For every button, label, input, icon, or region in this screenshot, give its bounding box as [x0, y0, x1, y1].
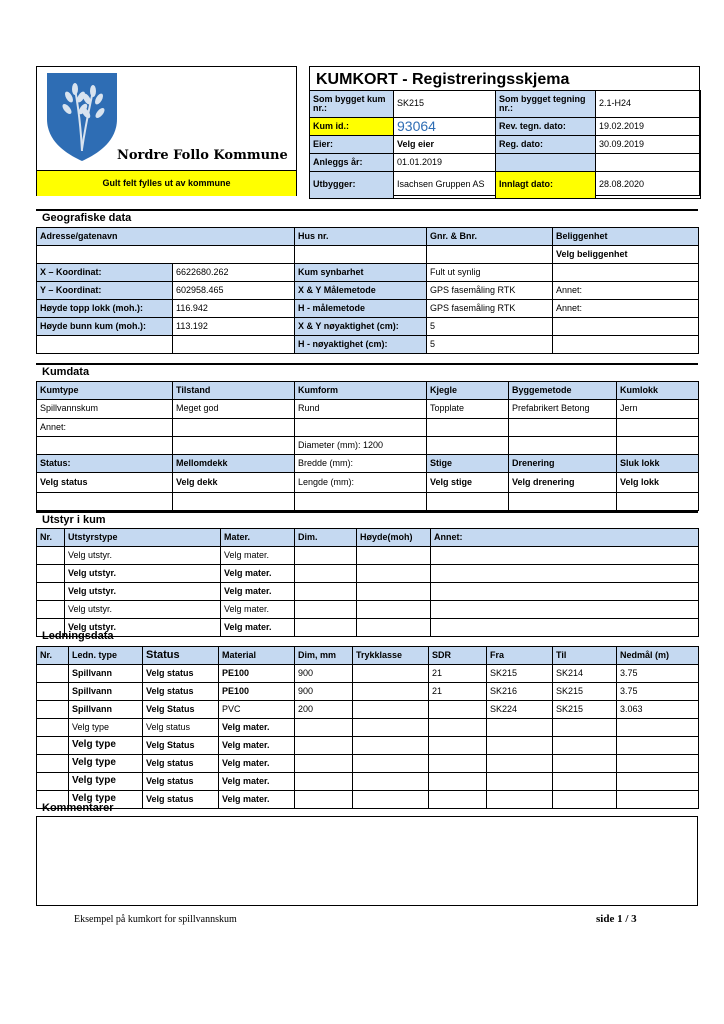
deck-select[interactable]: Velg dekk	[173, 473, 295, 493]
from-field[interactable]	[487, 719, 553, 737]
equipment-material-select[interactable]: Velg mater.	[221, 565, 295, 583]
empty-cell	[173, 493, 295, 511]
sdr-field[interactable]	[429, 791, 487, 809]
line-material-select[interactable]: Velg mater.	[219, 755, 295, 773]
owner-select[interactable]: Velg eier	[394, 136, 496, 154]
from-field[interactable]	[487, 737, 553, 755]
table-row	[37, 701, 699, 719]
empty-cell	[37, 547, 65, 565]
empty-cell	[509, 437, 617, 455]
builder-field[interactable]: Isachsen Gruppen AS	[394, 172, 496, 199]
built-drawing-no-label: Som bygget tegning nr.:	[496, 91, 596, 118]
to-field[interactable]	[553, 719, 617, 737]
empty-value-cell	[596, 154, 701, 172]
to-field[interactable]	[553, 791, 617, 809]
table-row	[37, 773, 699, 791]
pressure-class-field[interactable]	[353, 683, 429, 701]
line-type-select[interactable]: Velg type	[69, 737, 143, 755]
ladder-select[interactable]: Velg stige	[427, 473, 509, 493]
line-material-select[interactable]: Velg mater.	[219, 719, 295, 737]
line-status-select[interactable]: Velg status	[143, 683, 219, 701]
to-field[interactable]: SK215	[553, 683, 617, 701]
geo-section-title: Geografiske data	[42, 212, 132, 224]
table-row	[37, 601, 699, 619]
empty-cell[interactable]	[357, 547, 431, 565]
built-manhole-no-label: Som bygget kum nr.:	[310, 91, 394, 118]
ledning-header: Material	[219, 647, 295, 665]
line-dim-field[interactable]	[295, 719, 353, 737]
empty-cell	[617, 493, 699, 511]
to-field[interactable]	[553, 773, 617, 791]
diameter-field[interactable]: Diameter (mm): 1200	[295, 437, 427, 455]
construction-year-field[interactable]: 01.01.2019	[394, 154, 496, 172]
utstyr-header: Dim.	[295, 529, 357, 547]
table-row	[37, 755, 699, 773]
to-field[interactable]: SK214	[553, 665, 617, 683]
y-coord-field[interactable]: 602958.465	[173, 282, 295, 300]
kum-header: Kumtype	[37, 382, 173, 400]
built-manhole-no-field[interactable]: SK215	[394, 91, 496, 118]
geo-table	[36, 227, 699, 354]
empty-cell[interactable]	[295, 547, 357, 565]
kum-header: Tilstand	[173, 382, 295, 400]
line-type-select[interactable]: Spillvann	[69, 683, 143, 701]
owner-label: Eier:	[310, 136, 394, 154]
kum-header: Status:	[37, 455, 173, 473]
pressure-class-field[interactable]	[353, 773, 429, 791]
utstyr-header: Høyde(moh)	[357, 529, 431, 547]
built-drawing-no-field[interactable]: 2.1-H24	[596, 91, 701, 118]
location-extra-field[interactable]	[553, 264, 699, 282]
ledning-rows	[37, 665, 699, 809]
sdr-field[interactable]: 21	[429, 665, 487, 683]
comments-section-title: Kommentarer	[42, 802, 114, 814]
municipality-name: Nordre Follo Kommune	[117, 148, 288, 163]
kum-table	[36, 381, 699, 511]
line-no	[37, 755, 69, 773]
xy-method-select[interactable]: GPS fasemåling RTK	[427, 282, 553, 300]
width-field[interactable]: Bredde (mm):	[295, 455, 427, 473]
empty-cell	[509, 419, 617, 437]
line-material-select[interactable]: PVC	[219, 701, 295, 719]
xy-other-field[interactable]: Annet:	[553, 282, 699, 300]
line-type-select[interactable]: Velg type	[69, 791, 143, 809]
condition-select[interactable]: Meget god	[173, 400, 295, 419]
x-coord-field[interactable]: 6622680.262	[173, 264, 295, 282]
ledning-header: Fra	[487, 647, 553, 665]
line-status-select[interactable]: Velg status	[143, 755, 219, 773]
kum-header: Stige	[427, 455, 509, 473]
equipment-type-select[interactable]: Velg utstyr.	[65, 601, 221, 619]
footer-caption: Eksempel på kumkort for spillvannskum	[74, 914, 237, 925]
equipment-material-select[interactable]: Velg mater.	[221, 619, 295, 637]
equipment-type-select[interactable]: Velg utstyr.	[65, 565, 221, 583]
h-method-select[interactable]: GPS fasemåling RTK	[427, 300, 553, 318]
sdr-field[interactable]: 21	[429, 683, 487, 701]
section-rule	[36, 209, 698, 211]
line-no	[37, 701, 69, 719]
empty-header-cell	[496, 154, 596, 172]
build-method-select[interactable]: Prefabrikert Betong	[509, 400, 617, 419]
empty-cell	[173, 437, 295, 455]
top-height-field[interactable]: 116.942	[173, 300, 295, 318]
drainage-select[interactable]: Velg drenering	[509, 473, 617, 493]
visibility-label: Kum synbarhet	[295, 264, 427, 282]
kum-header: Sluk lokk	[617, 455, 699, 473]
ledning-header: Dim, mm	[295, 647, 353, 665]
line-dim-field[interactable]: 900	[295, 665, 353, 683]
line-no	[37, 665, 69, 683]
line-status-select[interactable]: Velg status	[143, 719, 219, 737]
table-row	[37, 719, 699, 737]
from-field[interactable]	[487, 773, 553, 791]
entered-date-label: Innlagt dato:	[496, 172, 596, 199]
ledning-header: Nr.	[37, 647, 69, 665]
table-row	[37, 547, 699, 565]
from-field[interactable]: SK216	[487, 683, 553, 701]
ledning-table	[36, 646, 699, 809]
line-status-select[interactable]: Velg status	[143, 791, 219, 809]
kum-other-field[interactable]: Annet:	[37, 419, 173, 437]
kum-header: Kumform	[295, 382, 427, 400]
empty-cell	[173, 419, 295, 437]
xy-method-label: X & Y Målemetode	[295, 282, 427, 300]
cone-select[interactable]: Topplate	[427, 400, 509, 419]
pressure-class-field[interactable]	[353, 737, 429, 755]
empty-cell	[617, 437, 699, 455]
sdr-field[interactable]	[429, 701, 487, 719]
line-type-select[interactable]: Velg type	[69, 773, 143, 791]
h-other-field[interactable]: Annet:	[553, 300, 699, 318]
line-dim-field[interactable]: 200	[295, 701, 353, 719]
kum-type-select[interactable]: Spillvannskum	[37, 400, 173, 419]
line-status-select[interactable]: Velg status	[143, 665, 219, 683]
depth-field[interactable]: 3.75	[617, 683, 699, 701]
builder-label: Utbygger:	[310, 172, 394, 199]
yellow-fill-note: Gult felt fylles ut av kommune	[37, 170, 296, 196]
depth-field[interactable]	[617, 737, 699, 755]
utstyr-header: Utstyrstype	[65, 529, 221, 547]
length-field[interactable]: Lengde (mm):	[295, 473, 427, 493]
empty-cell	[173, 336, 295, 354]
from-field[interactable]	[487, 791, 553, 809]
kum-section-title: Kumdata	[42, 366, 90, 378]
equipment-material-select[interactable]: Velg mater.	[221, 583, 295, 601]
manhole-id-field[interactable]: 93064	[394, 118, 496, 136]
xy-accuracy-label: X & Y nøyaktighet (cm):	[295, 318, 427, 336]
empty-cell	[37, 437, 173, 455]
page-number: side 1 / 3	[596, 913, 637, 925]
lid-select[interactable]: Jern	[617, 400, 699, 419]
bottom-height-field[interactable]: 113.192	[173, 318, 295, 336]
sdr-field[interactable]	[429, 773, 487, 791]
utstyr-table	[36, 528, 699, 637]
line-type-select[interactable]: Velg type	[69, 719, 143, 737]
depth-field[interactable]	[617, 773, 699, 791]
empty-cell[interactable]	[431, 547, 699, 565]
empty-cell[interactable]	[357, 583, 431, 601]
depth-field[interactable]	[617, 791, 699, 809]
y-coord-label: Y – Koordinat:	[37, 282, 173, 300]
ledning-section-title: Ledningsdata	[42, 630, 114, 642]
line-no	[37, 683, 69, 701]
empty-cell	[427, 493, 509, 511]
empty-cell	[37, 336, 173, 354]
empty-cell[interactable]	[295, 619, 357, 637]
municipal-crest-icon	[45, 71, 119, 163]
shape-select[interactable]: Rund	[295, 400, 427, 419]
table-row	[37, 737, 699, 755]
line-no	[37, 773, 69, 791]
empty-cell	[37, 601, 65, 619]
line-material-select[interactable]: PE100	[219, 683, 295, 701]
reg-date-field[interactable]: 30.09.2019	[596, 136, 701, 154]
empty-cell[interactable]	[295, 583, 357, 601]
xy-accuracy-field[interactable]: 5	[427, 318, 553, 336]
table-row	[37, 583, 699, 601]
sdr-field[interactable]	[429, 719, 487, 737]
rev-date-field[interactable]: 19.02.2019	[596, 118, 701, 136]
h-accuracy-label: H - nøyaktighet (cm):	[295, 336, 427, 354]
top-height-label: Høyde topp lokk (moh.):	[37, 300, 173, 318]
empty-cell[interactable]	[295, 601, 357, 619]
equipment-type-select[interactable]: Velg utstyr.	[65, 619, 221, 637]
entered-date-field[interactable]: 28.08.2020	[596, 172, 701, 199]
empty-cell	[37, 565, 65, 583]
pressure-class-field[interactable]	[353, 791, 429, 809]
equipment-material-select[interactable]: Velg mater.	[221, 547, 295, 565]
empty-cell	[37, 583, 65, 601]
depth-field[interactable]: 3.75	[617, 665, 699, 683]
pressure-class-field[interactable]	[353, 701, 429, 719]
line-status-select[interactable]: Velg status	[143, 773, 219, 791]
utstyr-header: Nr.	[37, 529, 65, 547]
empty-cell	[295, 419, 427, 437]
kum-header: Byggemetode	[509, 382, 617, 400]
table-row	[37, 565, 699, 583]
table-row	[37, 665, 699, 683]
section-rule	[36, 511, 698, 513]
sdr-field[interactable]	[429, 755, 487, 773]
h-accuracy-field[interactable]: 5	[427, 336, 553, 354]
from-field[interactable]: SK224	[487, 701, 553, 719]
pressure-class-field[interactable]	[353, 665, 429, 683]
bottom-height-label: Høyde bunn kum (moh.):	[37, 318, 173, 336]
empty-cell	[553, 336, 699, 354]
kum-header: Kjegle	[427, 382, 509, 400]
from-field[interactable]	[487, 755, 553, 773]
pressure-class-field[interactable]	[353, 755, 429, 773]
line-material-select[interactable]: Velg mater.	[219, 737, 295, 755]
equipment-type-select[interactable]: Velg utstyr.	[65, 547, 221, 565]
equipment-material-select[interactable]: Velg mater.	[221, 601, 295, 619]
line-dim-field[interactable]	[295, 773, 353, 791]
line-dim-field[interactable]	[295, 755, 353, 773]
line-dim-field[interactable]: 900	[295, 683, 353, 701]
depth-field[interactable]	[617, 719, 699, 737]
table-row	[37, 791, 699, 809]
empty-cell[interactable]	[357, 619, 431, 637]
kum-header: Mellomdekk	[173, 455, 295, 473]
line-status-select[interactable]: Velg Status	[143, 701, 219, 719]
location-label: Beliggenhet	[553, 228, 699, 246]
line-dim-field[interactable]	[295, 791, 353, 809]
line-material-select[interactable]: PE100	[219, 665, 295, 683]
empty-cell[interactable]	[431, 583, 699, 601]
empty-cell	[553, 318, 699, 336]
empty-cell[interactable]	[357, 601, 431, 619]
ledning-header: Til	[553, 647, 617, 665]
table-row	[37, 683, 699, 701]
empty-cell	[617, 419, 699, 437]
line-material-select[interactable]: Velg mater.	[219, 791, 295, 809]
to-field[interactable]	[553, 755, 617, 773]
kum-header: Drenering	[509, 455, 617, 473]
empty-cell[interactable]	[431, 565, 699, 583]
house-no-label: Hus nr.	[295, 228, 427, 246]
ledning-header: Trykklasse	[353, 647, 429, 665]
line-no	[37, 737, 69, 755]
empty-cell[interactable]	[295, 565, 357, 583]
sdr-field[interactable]	[429, 737, 487, 755]
status-select[interactable]: Velg status	[37, 473, 173, 493]
line-type-select[interactable]: Spillvann	[69, 665, 143, 683]
address-field[interactable]	[37, 246, 295, 264]
line-type-select[interactable]: Spillvann	[69, 701, 143, 719]
section-rule	[36, 363, 698, 365]
to-field[interactable]: SK215	[553, 701, 617, 719]
line-material-select[interactable]: Velg mater.	[219, 773, 295, 791]
ledning-header: Nedmål (m)	[617, 647, 699, 665]
from-field[interactable]: SK215	[487, 665, 553, 683]
table-row	[37, 619, 699, 637]
ledning-header: Status	[143, 647, 219, 665]
x-coord-label: X – Koordinat:	[37, 264, 173, 282]
depth-field[interactable]: 3.063	[617, 701, 699, 719]
empty-cell	[295, 493, 427, 511]
utstyr-section-title: Utstyr i kum	[42, 514, 106, 526]
construction-year-label: Anleggs år:	[310, 154, 394, 172]
location-select[interactable]: Velg beliggenhet	[553, 246, 699, 264]
line-status-select[interactable]: Velg Status	[143, 737, 219, 755]
empty-cell	[509, 493, 617, 511]
to-field[interactable]	[553, 737, 617, 755]
utstyr-header: Annet:	[431, 529, 699, 547]
empty-cell	[427, 419, 509, 437]
h-method-label: H - målemetode	[295, 300, 427, 318]
depth-field[interactable]	[617, 755, 699, 773]
ledning-header: Ledn. type	[69, 647, 143, 665]
line-dim-field[interactable]	[295, 737, 353, 755]
empty-cell[interactable]	[431, 601, 699, 619]
comments-textarea[interactable]	[36, 816, 698, 906]
line-type-select[interactable]: Velg type	[69, 755, 143, 773]
logo-box	[36, 66, 297, 196]
address-label: Adresse/gatenavn	[37, 228, 295, 246]
ledning-header: SDR	[429, 647, 487, 665]
house-no-field[interactable]	[295, 246, 427, 264]
rev-date-label: Rev. tegn. dato:	[496, 118, 596, 136]
header-info-table	[309, 90, 701, 199]
line-no	[37, 719, 69, 737]
reg-date-label: Reg. dato:	[496, 136, 596, 154]
pressure-class-field[interactable]	[353, 719, 429, 737]
gnr-field[interactable]	[427, 246, 553, 264]
equipment-type-select[interactable]: Velg utstyr.	[65, 583, 221, 601]
empty-cell	[37, 493, 173, 511]
empty-cell[interactable]	[357, 565, 431, 583]
empty-cell	[427, 437, 509, 455]
utstyr-header: Mater.	[221, 529, 295, 547]
gnr-label: Gnr. & Bnr.	[427, 228, 553, 246]
empty-cell[interactable]	[431, 619, 699, 637]
form-title: KUMKORT - Registreringsskjema	[316, 71, 570, 88]
kum-header: Kumlokk	[617, 382, 699, 400]
manhole-id-label: Kum id.:	[310, 118, 394, 136]
visibility-select[interactable]: Fult ut synlig	[427, 264, 553, 282]
drain-lid-select[interactable]: Velg lokk	[617, 473, 699, 493]
